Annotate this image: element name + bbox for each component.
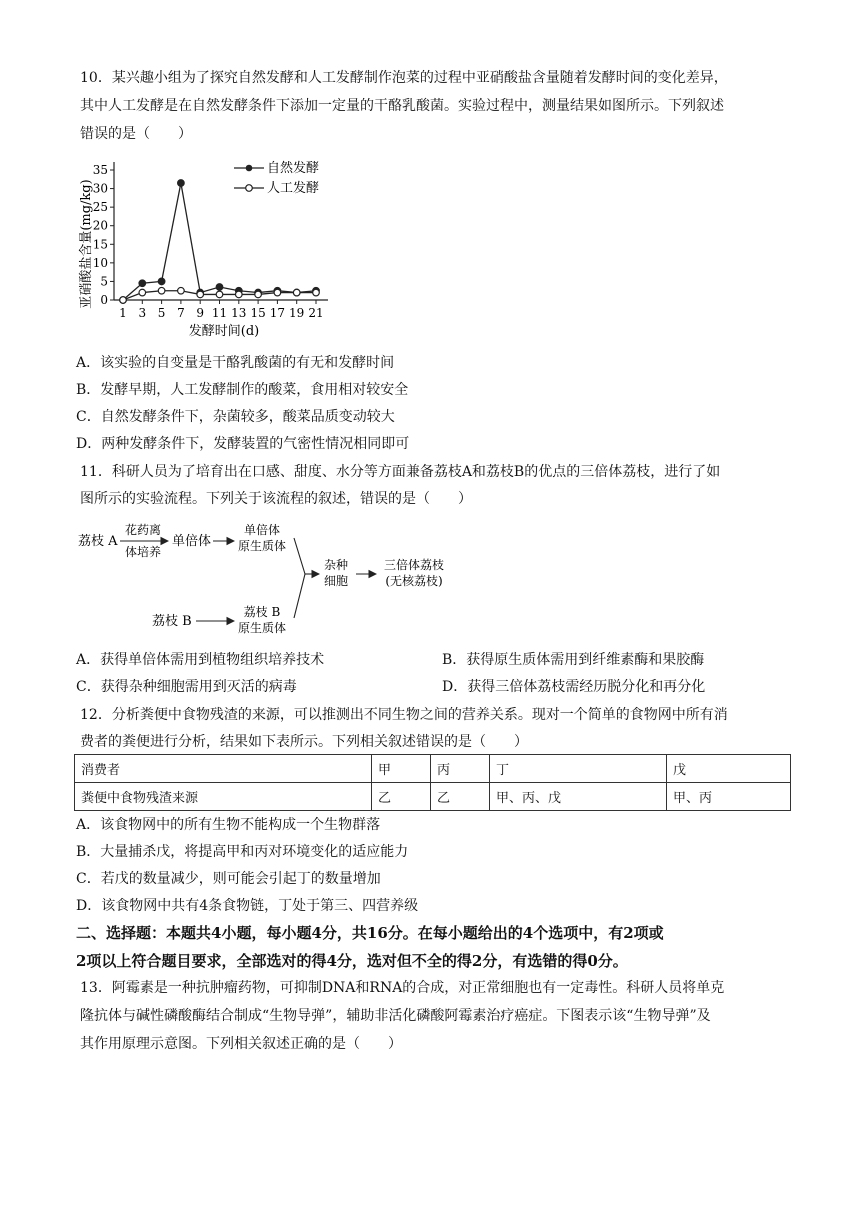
q13-line-3: 其作用原理示意图。下列相关叙述正确的是（ ） [80, 1036, 402, 1052]
q12-line-1: 12．分析粪便中食物残渣的来源，可以推测出不同生物之间的营养关系。现对一个简单的食物网中所有消 [80, 707, 728, 723]
feces-analysis-table [74, 754, 791, 811]
q12-option-b: B．大量捕杀戊，将提高甲和丙对环境变化的适应能力 [76, 844, 409, 860]
table-row [75, 783, 791, 811]
table-cell: 甲、丙、戊 [490, 783, 667, 811]
natural-fermentation-point [139, 280, 146, 287]
table-cell: 丙 [431, 755, 490, 783]
q11-option-b: B．获得原生质体需用到纤维素酶和果胶酶 [442, 652, 705, 668]
q12-option-c: C．若戊的数量减少，则可能会引起丁的数量增加 [76, 871, 381, 887]
y-tick-label: 25 [92, 200, 108, 215]
q11-option-c: C．获得杂种细胞需用到灭活的病毒 [76, 679, 297, 695]
haploid-protoplast-label-1: 单倍体 [243, 523, 281, 537]
q10-option-b: B．发酵早期，人工发酵制作的酸菜，食用相对较安全 [76, 382, 409, 398]
artificial-fermentation-point [274, 289, 281, 296]
hybrid-cell-label-1: 杂种 [323, 558, 349, 572]
fusion-bracket [294, 538, 305, 618]
y-tick-label: 30 [92, 181, 108, 196]
haploid-protoplast-label-2: 原生质体 [237, 539, 287, 553]
artificial-fermentation-point [120, 297, 127, 304]
y-tick-label: 10 [92, 255, 108, 270]
artificial-fermentation-point [216, 291, 223, 298]
legend-label-artificial: 人工发酵 [267, 181, 320, 196]
section-2-heading-line-2: 2项以上符合题目要求，全部选对的得4分，选对但不全的得2分，有选错的得0分。 [76, 952, 628, 970]
q10-line-1: 10．某兴趣小组为了探究自然发酵和人工发酵制作泡菜的过程中亚硝酸盐含量随着发酵时间的变化差异， [80, 70, 728, 86]
y-tick-label: 0 [100, 293, 108, 307]
q10-option-d: D．两种发酵条件下，发酵装置的气密性情况相同即可 [76, 436, 410, 452]
artificial-fermentation-point [313, 289, 320, 296]
x-tick-label: 1 [119, 306, 127, 320]
chart-legend [234, 160, 319, 196]
section-2-heading-line-1: 二、选择题：本题共4小题，每小题4分，共16分。在每小题给出的4个选项中，有2项或 [76, 924, 664, 942]
x-tick-label: 13 [231, 306, 247, 320]
y-axis-label: 亚硝酸盐含量(mg/kg) [79, 179, 94, 309]
x-tick-label: 7 [177, 306, 185, 320]
b-protoplast-label-2: 原生质体 [237, 621, 287, 635]
table-cell: 乙 [431, 783, 490, 811]
x-tick-label: 21 [308, 306, 324, 320]
table-cell: 甲、丙 [667, 783, 791, 811]
natural-fermentation-line [123, 183, 316, 300]
legend-label-natural: 自然发酵 [267, 161, 320, 176]
table-cell: 丁 [490, 755, 667, 783]
litchi-flow-diagram [76, 516, 456, 642]
table-header-row [75, 755, 791, 783]
q11-line-2: 图所示的实验流程。下列关于该流程的叙述，错误的是（ ） [80, 491, 472, 507]
q10-option-c: C．自然发酵条件下，杂菌较多，酸菜品质变动较大 [76, 409, 395, 425]
artificial-fermentation-point [255, 291, 262, 298]
y-tick-label: 35 [92, 163, 108, 177]
q11-option-a: A．获得单倍体需用到植物组织培养技术 [76, 652, 325, 668]
y-tick-label: 15 [92, 237, 108, 252]
q11-option-d: D．获得三倍体荔枝需经历脱分化和再分化 [442, 679, 706, 695]
x-tick-label: 9 [196, 306, 205, 320]
y-tick-label: 20 [92, 218, 108, 233]
x-tick-label: 17 [269, 306, 286, 320]
x-tick-label: 15 [250, 306, 266, 320]
x-axis-label: 发酵时间(d) [188, 324, 260, 339]
table-cell: 乙 [372, 783, 431, 811]
legend-marker-natural [246, 165, 253, 172]
artificial-fermentation-point [236, 291, 243, 298]
anther-culture-label-top: 花药离 [124, 523, 162, 537]
natural-fermentation-point [178, 180, 185, 187]
litchi-b-label: 荔枝 B [152, 614, 192, 629]
table-cell: 粪便中食物残渣来源 [75, 783, 372, 811]
q10-line-2: 其中人工发酵是在自然发酵条件下添加一定量的干酪乳酸菌。实验过程中，测量结果如图所示。下列叙述 [80, 98, 724, 114]
anther-culture-label-bottom: 体培养 [124, 545, 162, 559]
x-tick-label: 19 [289, 306, 305, 320]
artificial-fermentation-point [158, 287, 165, 294]
artificial-fermentation-point [197, 291, 204, 298]
haploid-label: 单倍体 [172, 534, 212, 549]
table-cell: 戊 [667, 755, 791, 783]
table-cell: 消费者 [75, 755, 372, 783]
artificial-fermentation-point [178, 287, 185, 294]
x-tick-label: 5 [157, 306, 166, 320]
artificial-fermentation-point [139, 289, 146, 296]
q10-line-3: 错误的是（ ） [80, 126, 192, 142]
x-tick-label: 11 [211, 306, 228, 320]
triploid-label-1: 三倍体荔枝 [383, 558, 445, 572]
q12-option-d: D．该食物网中共有4条食物链，丁处于第三、四营养级 [76, 898, 419, 914]
q12-option-a: A．该食物网中的所有生物不能构成一个生物群落 [76, 817, 381, 833]
b-protoplast-label-1: 荔枝 B [243, 605, 281, 619]
hybrid-cell-label-2: 细胞 [323, 574, 349, 588]
q12-line-2: 费者的粪便进行分析，结果如下表所示。下列相关叙述错误的是（ ） [80, 734, 528, 750]
natural-fermentation-point [158, 278, 165, 285]
natural-fermentation-point [216, 284, 223, 291]
q10-option-a: A．该实验的自变量是干酪乳酸菌的有无和发酵时间 [76, 355, 395, 371]
legend-marker-artificial [246, 185, 253, 192]
artificial-fermentation-point [293, 289, 300, 296]
table-cell: 甲 [372, 755, 431, 783]
x-tick-label: 3 [138, 306, 147, 320]
q11-line-1: 11．科研人员为了培育出在口感、甜度、水分等方面兼备荔枝A和荔枝B的优点的三倍体荔枝，进行了如 [80, 464, 721, 480]
q13-line-1: 13．阿霉素是一种抗肿瘤药物，可抑制DNA和RNA的合成，对正常细胞也有一定毒性。科研人员将单克 [80, 980, 725, 996]
q13-line-2: 隆抗体与碱性磷酸酶结合制成“生物导弹”，辅助非活化磷酸阿霉素治疗癌症。下图表示该“生物导弹”及 [80, 1008, 711, 1024]
y-tick-label: 5 [100, 274, 108, 289]
nitrite-line-chart [76, 152, 338, 342]
triploid-label-2: (无核荔枝) [385, 574, 443, 588]
litchi-a-label: 荔枝 A [78, 534, 118, 549]
